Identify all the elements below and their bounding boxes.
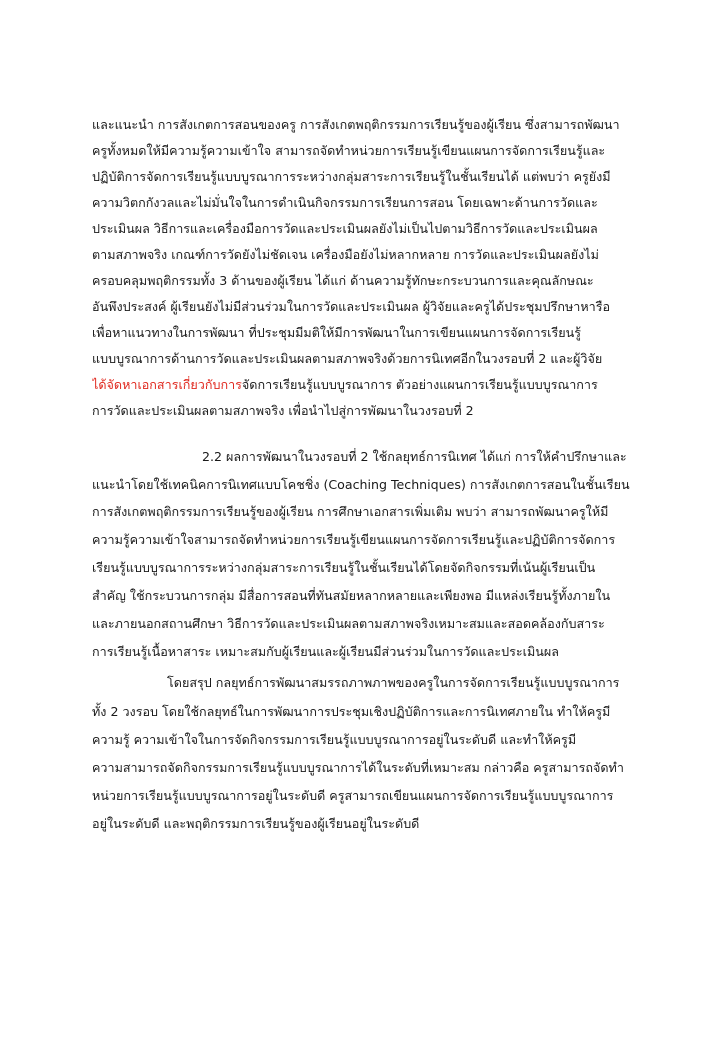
- text-line: โดยสรุป กลยุทธ์การพัฒนาสมรรถภาพภาพของครูในการจัดการเรียนรู้แบบบูรณาการ: [167, 675, 620, 690]
- text-line: [92, 372, 646, 398]
- text-line: ความรู้ความเข้าใจสามารถจัดทำหน่วยการเรียนรู้เขียนแผนการจัดการเรียนรู้และปฏิบัติการจัดการ: [92, 532, 616, 547]
- text-line: สำคัญ ใช้กระบวนการกลุ่ม มีสื่อการสอนที่ทันสมัยหลากหลายและเพียงพอ มีแหล่งเรียนรู้ทั้งภายใน: [92, 588, 611, 603]
- text-span: จัดการเรียนรู้แบบบูรณาการ ตัวอย่างแผนการเรียนรู้แบบบูรณาการ: [241, 377, 598, 392]
- text-line: ความวิตกกังวลและไม่มั่นใจในการดำเนินกิจกรรมการเรียนการสอน โดยเฉพาะด้านการวัดและ: [92, 195, 598, 210]
- text-line: แบบบูรณาการด้านการวัดและประเมินผลตามสภาพจริงด้วยการนิเทศอีกในวงรอบที่ 2 และผู้วิจัย: [92, 351, 603, 366]
- text-line: ทั้ง 2 วงรอบ โดยใช้กลยุทธ์ในการพัฒนาการประชุมเชิงปฏิบัติการและการนิเทศภายใน ทำให้ครูมี: [92, 704, 611, 719]
- text-line: ประเมินผล วิธีการและเครื่องมือการวัดและประเมินผลยังไม่เป็นไปตามวิธีการวัดและประเมินผล: [92, 221, 598, 236]
- highlighted-text: ได้จัดหาเอกสารเกี่ยวกับการ: [92, 377, 242, 392]
- text-line: อันพึงประสงค์ ผู้เรียนยังไม่มีส่วนร่วมในการวัดและประเมินผล ผู้วิจัยและครูได้ประชุมปรึกษาหารือ: [92, 299, 611, 314]
- text-line: เพื่อหาแนวทางในการพัฒนา ที่ประชุมมีมติให้มีการพัฒนาในการเขียนแผนการจัดการเรียนรู้: [92, 325, 581, 340]
- text-line: หน่วยการเรียนรู้แบบบูรณาการอยู่ในระดับดี ครูสามารถเขียนแผนการจัดการเรียนรู้แบบบูรณาการ: [92, 788, 614, 803]
- text-line: ความรู้ ความเข้าใจในการจัดกิจกรรมการเรียนรู้แบบบูรณาการอยู่ในระดับดี และทำให้ครูมี: [92, 732, 577, 747]
- text-line: และภายนอกสถานศึกษา วิธีการวัดและประเมินผลตามสภาพจริงเหมาะสมและสอดคล้องกับสาระ: [92, 616, 605, 631]
- text-line: อยู่ในระดับดี และพฤติกรรมการเรียนรู้ของผู้เรียนอยู่ในระดับดี: [92, 816, 420, 831]
- text-line: ตามสภาพจริง เกณฑ์การวัดยังไม่ชัดเจน เครื่องมือยังไม่หลากหลาย การวัดและประเมินผลยังไม่: [92, 247, 599, 262]
- text-line: แนะนำโดยใช้เทคนิคการนิเทศแบบโคชชิ่ง (Coaching Techniques) การสังเกตการสอนในชั้นเรียน: [92, 477, 630, 492]
- text-line: การสังเกตพฤติกรรมการเรียนรู้ของผู้เรียน การศึกษาเอกสารเพิ่มเติม พบว่า สามารถพัฒนาครูให้มี: [92, 504, 609, 519]
- text-line: และแนะนำ การสังเกตการสอนของครู การสังเกตพฤติกรรมการเรียนรู้ของผู้เรียน ซึ่งสามารถพัฒนา: [92, 117, 620, 132]
- text-line: ครอบคลุมพฤติกรรมทั้ง 3 ด้านของผู้เรียน ได้แก่ ด้านความรู้ทักษะกระบวนการและคุณลักษณะ: [92, 273, 594, 288]
- text-line: 2.2 ผลการพัฒนาในวงรอบที่ 2 ใช้กลยุทธ์การนิเทศ ได้แก่ การให้คำปรึกษาและ: [202, 449, 627, 464]
- text-line: ปฏิบัติการจัดการเรียนรู้แบบบูรณาการระหว่างกลุ่มสาระการเรียนรู้ในชั้นเรียนได้ แต่พบว่า ครูยังมี: [92, 169, 611, 184]
- text-line: การเรียนรู้เนื้อหาสาระ เหมาะสมกับผู้เรียนและผู้เรียนมีส่วนร่วมในการวัดและประเมินผล: [92, 644, 559, 659]
- text-line: เรียนรู้แบบบูรณาการระหว่างกลุ่มสาระการเรียนรู้ในชั้นเรียนได้โดยจัดกิจกรรมที่เน้นผู้เรียนเป็น: [92, 560, 596, 575]
- text-line: ครูทั้งหมดให้มีความรู้ความเข้าใจ สามารถจัดทำหน่วยการเรียนรู้เขียนแผนการจัดการเรียนรู้และ: [92, 143, 606, 158]
- text-line: การวัดและประเมินผลตามสภาพจริง เพื่อนำไปสู่การพัฒนาในวงรอบที่ 2: [92, 403, 474, 418]
- text-line: ความสามารถจัดกิจกรรมการเรียนรู้แบบบูรณาการได้ในระดับที่เหมาะสม กล่าวคือ ครูสามารถจัดทำ: [92, 760, 624, 775]
